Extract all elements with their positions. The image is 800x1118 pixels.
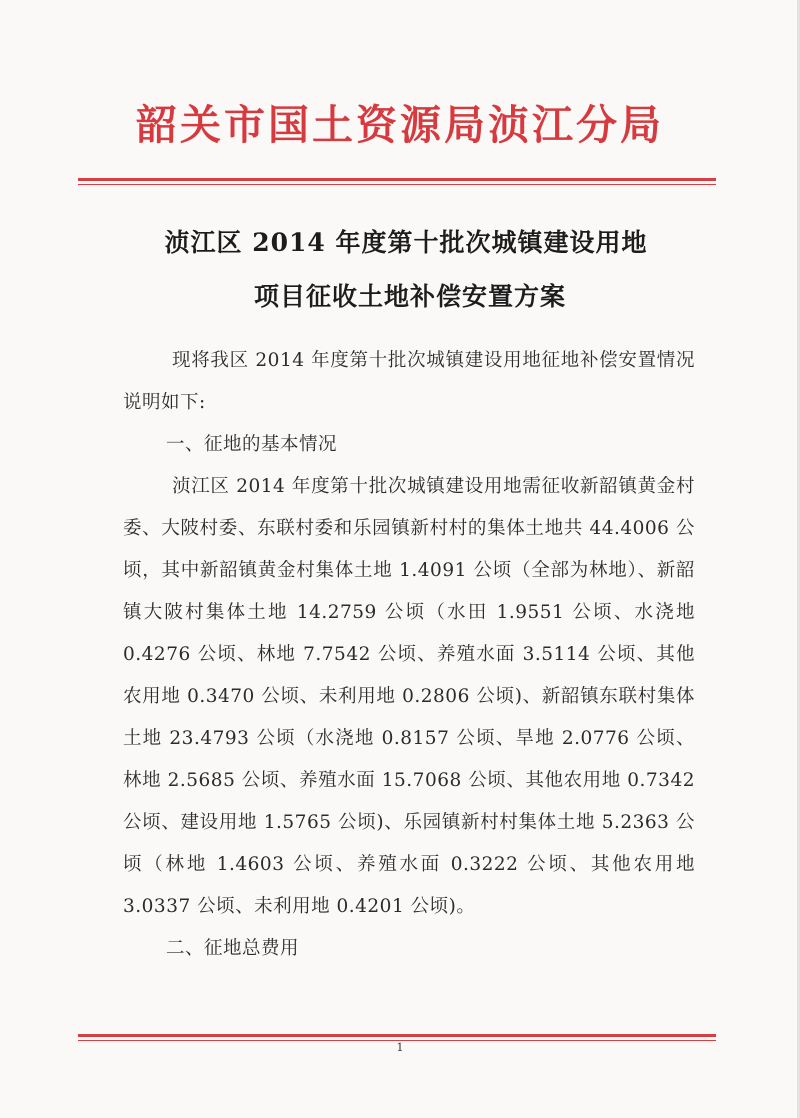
document-title-line-1: 浈江区 2014 年度第十批次城镇建设用地 [164, 228, 648, 257]
footer-rule-thick [78, 1034, 716, 1037]
document-body [123, 340, 695, 970]
letterhead-rule-thin [78, 184, 716, 185]
page-number: 1 [396, 1041, 404, 1054]
document-title-line-2: 项目征收土地补偿安置方案 [253, 282, 566, 311]
section-1-paragraph: 浈江区 2014 年度第十批次城镇建设用地需征收新韶镇黄金村委、大陂村委、东联村委和乐园镇新村村的集体土地共 44.4006 公顷，其中新韶镇黄金村集体土地 1.4091 公顷（全部为林地）、新韶镇大陂村集体土地 14.2759 公顷（水田 1.9551 公顷、水浇地 0.4276 公顷、林地 7.7542 公顷、养殖水面 3.5114 公顷、其他农用地 0.3470 公顷、未利用地 0.2806 公顷)、新韶镇东联村集体土地 23.4793 公顷（水浇地 0.8157 公顷、旱地 2.0776 公顷、林地 2.5685 公顷、养殖水面 15.7068 公顷、其他农用地 0.7342 公顷、建设用地 1.5765 公顷)、乐园镇新村村集体土地 5.2363 公顷（林地 1.4603 公顷、养殖水面 0.3222 公顷、其他农用地 3.0337 公顷、未利用地 0.4201 公顷)。 [123, 476, 695, 917]
intro-paragraph: 现将我区 2014 年度第十批次城镇建设用地征地补偿安置情况说明如下: [123, 350, 695, 413]
section-1-heading: 一、征地的基本情况 [166, 434, 338, 455]
letterhead-title: 韶关市国土资源局浈江分局 [136, 101, 664, 149]
letterhead-rule-thick [78, 178, 716, 181]
section-2-heading: 二、征地总费用 [166, 938, 300, 959]
